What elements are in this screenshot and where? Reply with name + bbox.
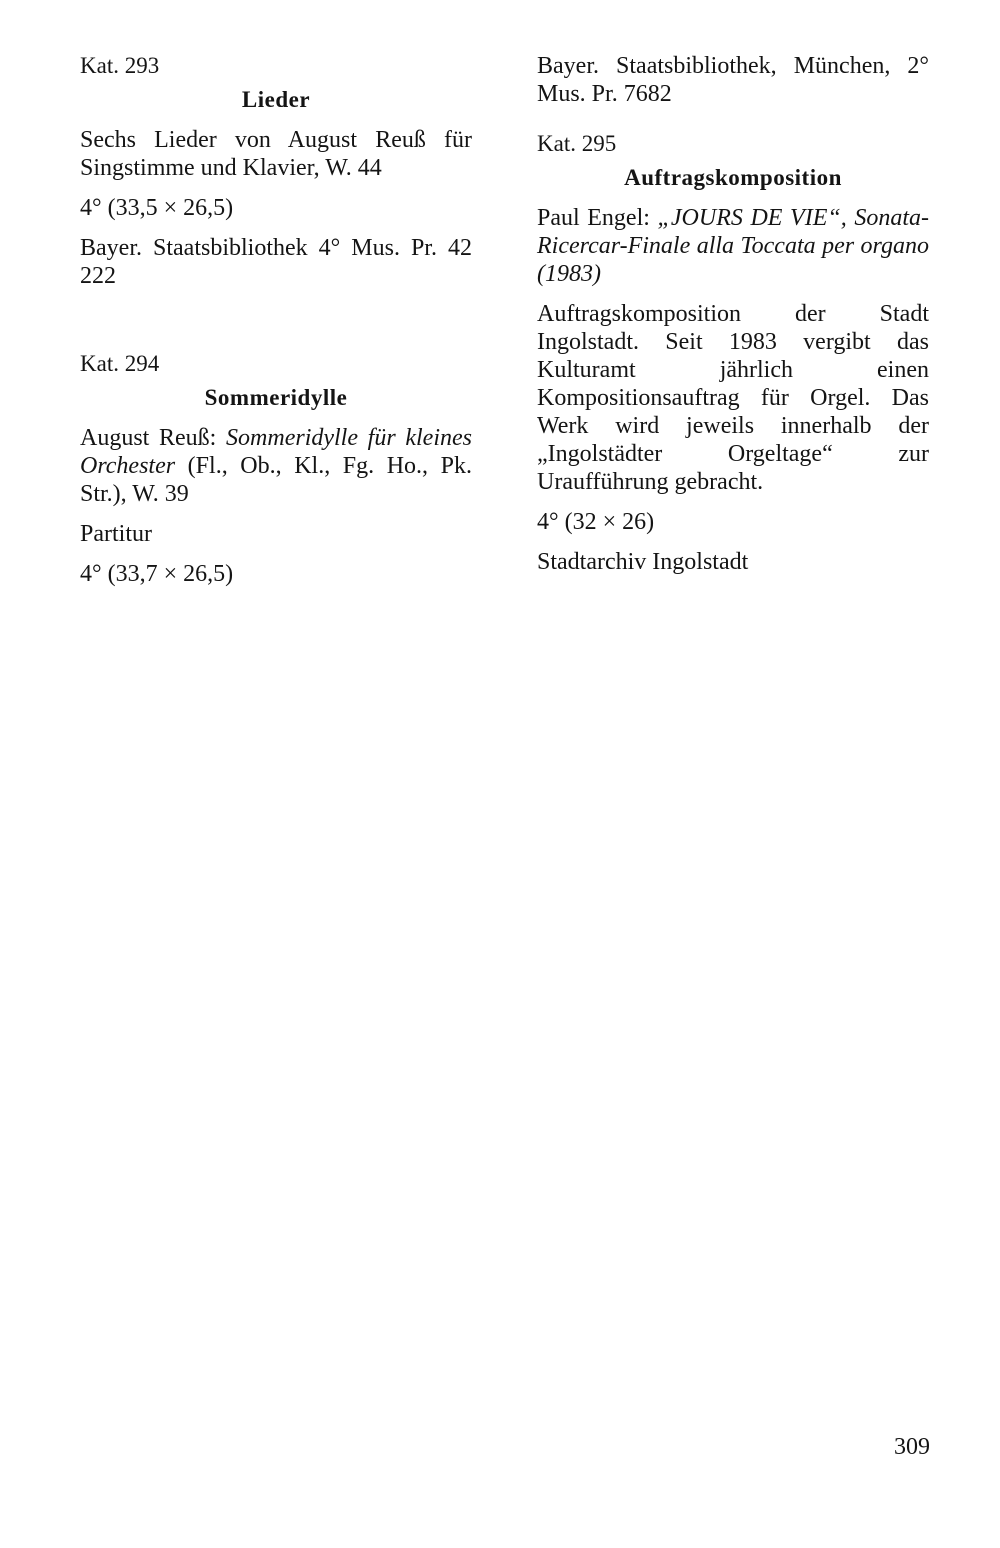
entry-heading: Lieder xyxy=(241,87,311,112)
catalog-number: Kat. 295 xyxy=(537,131,617,156)
entry-format: 4° (32 × 26) xyxy=(537,509,655,535)
catalog-number: Kat. 294 xyxy=(80,351,160,376)
entry-type: Partitur xyxy=(80,521,152,547)
entry-location: Stadtarchiv Ingolstadt xyxy=(537,549,749,575)
entry-location: Bayer. Staatsbibliothek 4° Mus. Pr. 42 222 xyxy=(80,235,472,289)
entry-heading: Sommeridylle xyxy=(204,385,348,410)
entry-title xyxy=(537,204,929,288)
right-column xyxy=(537,52,929,576)
description-author: August Reuß: xyxy=(80,425,227,451)
left-column xyxy=(80,52,472,588)
entry-heading: Auftragskomposition xyxy=(624,165,842,190)
page-number: 309 xyxy=(894,1434,930,1460)
description-title: Sommeridylle für kleines Orchester xyxy=(80,425,472,479)
entry-description: Auftragskomposition der Stadt Ingolstadt. Seit 1983 vergibt das Kulturamt jährlich einen Kompositionsauftrag für Orgel. Das Werk wird jeweils innerhalb der „Ingolstädter Orgeltage“ zur Uraufführung gebracht. xyxy=(537,301,929,495)
entry-format: 4° (33,7 × 26,5) xyxy=(80,561,234,587)
description-instrumentation: (Fl., Ob., Kl., Fg. Ho., Pk. Str.), W. 39 xyxy=(80,453,472,507)
entry-description: Sechs Lieder von August Reuß für Singstimme und Klavier, W. 44 xyxy=(80,127,472,181)
description-author: Paul Engel: xyxy=(537,205,658,231)
entry-description xyxy=(80,424,472,508)
entry-format: 4° (33,5 × 26,5) xyxy=(80,195,234,221)
description-title: „JOURS DE VIE“, Sonata-Ricercar-Finale alla Toccata per organo (1983) xyxy=(537,205,929,287)
catalog-number: Kat. 293 xyxy=(80,53,160,78)
entry-location: Bayer. Staatsbibliothek, München, 2° Mus. Pr. 7682 xyxy=(537,53,929,107)
